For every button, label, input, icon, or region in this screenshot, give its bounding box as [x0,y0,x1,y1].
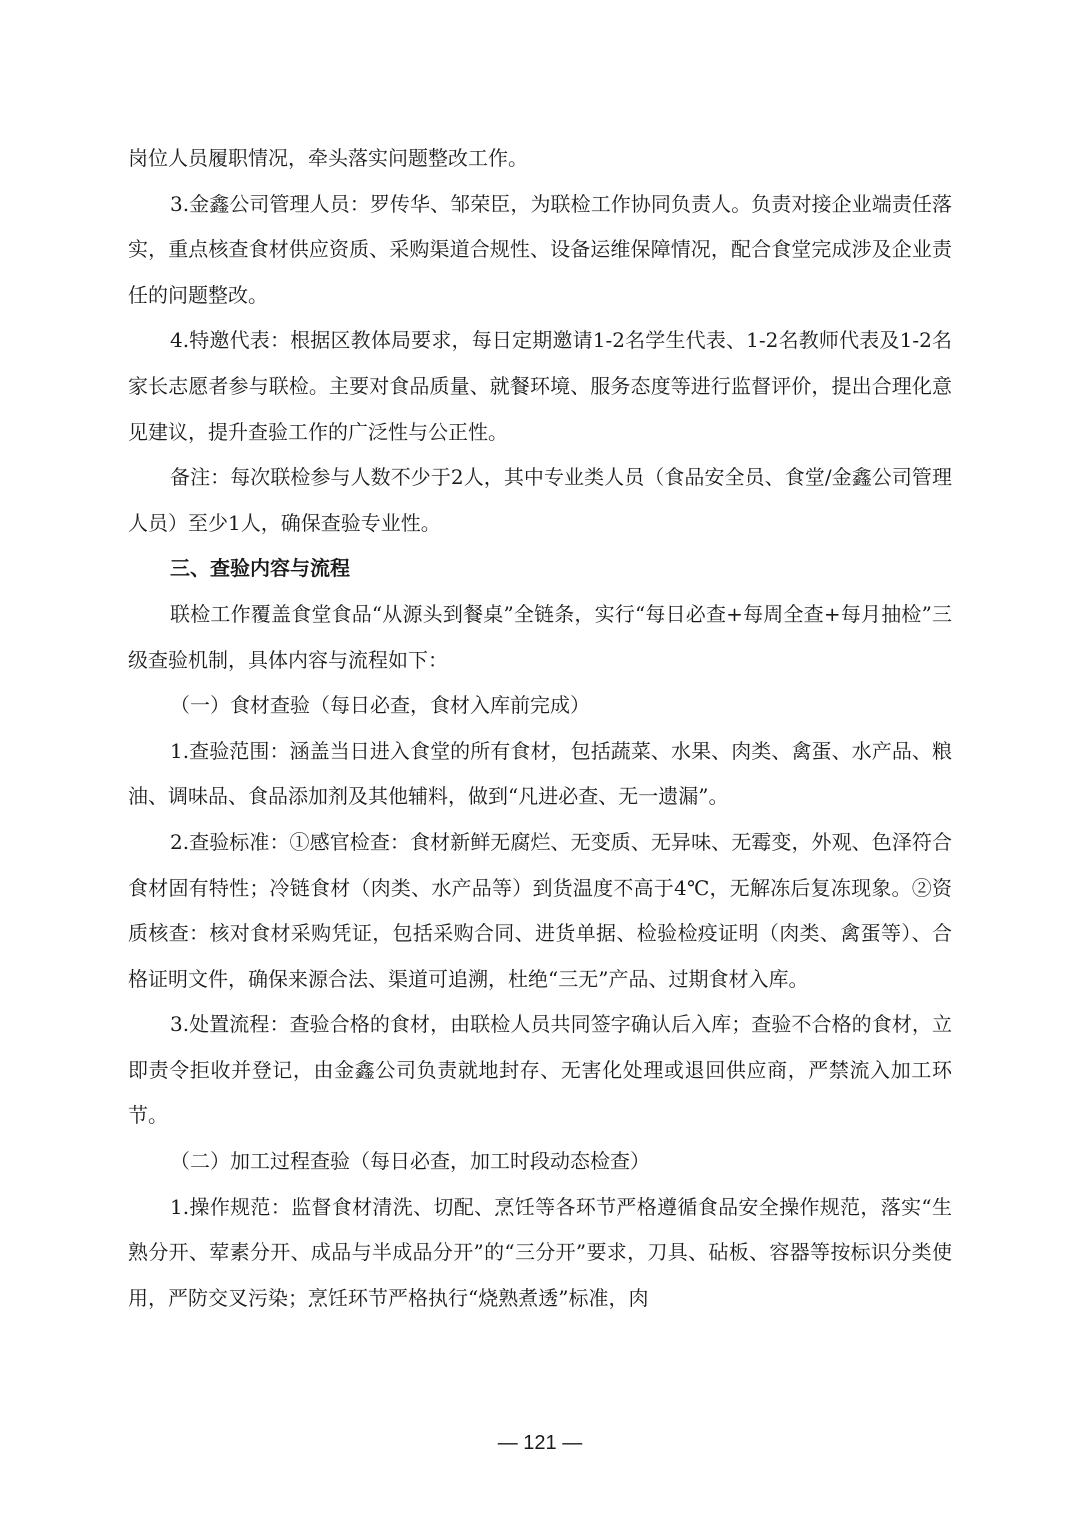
paragraph-11: （二）加工过程查验（每日必查，加工时段动态检查） [170,1149,650,1174]
paragraph-8: 1.查验范围：涵盖当日进入食堂的所有食材，包括蔬菜、水果、肉类、禽蛋、水产品、粮油、调味品、食品添加剂及其他辅料，做到“凡进必查、无一遗漏”。 [128,738,952,809]
paragraph-10: 3.处置流程：查验合格的食材，由联检人员共同签字确认后入库；查验不合格的食材，立即责令拒收并登记，由金鑫公司负责就地封存、无害化处理或退回供应商，严禁流入加工环节。 [128,1012,952,1128]
paragraph-9: 2.查验标准：①感官检查：食材新鲜无腐烂、无变质、无异味、无霉变，外观、色泽符合食材固有特性；冷链食材（肉类、水产品等）到货温度不高于4℃，无解冻后复冻现象。②资质核查：核对食材采购凭证，包括采购合同、进货单据、检验检疫证明（肉类、禽蛋等）、合格证明文件，确保来源合法、渠道可追溯，杜绝“三无”产品、过期食材入库。 [128,829,952,991]
paragraph-4: 备注：每次联检参与人数不少于2人，其中专业类人员（食品安全员、食堂/金鑫公司管理人员）至少1人，确保查验专业性。 [128,465,952,535]
section-heading: 三、查验内容与流程 [170,556,350,581]
paragraph-2: 3.金鑫公司管理人员：罗传华、邹荣臣，为联检工作协同负责人。负责对接企业端责任落实，重点核查食材供应资质、采购渠道合规性、设备运维保障情况，配合食堂完成涉及企业责任的问题整改。 [128,191,952,307]
paragraph-6: 联检工作覆盖食堂食品“从源头到餐桌”全链条，实行“每日必查+每周全查+每月抽检”三级查验机制，具体内容与流程如下： [128,601,952,672]
page-number: — 121 — [497,1432,583,1454]
paragraph-12: 1.操作规范：监督食材清洗、切配、烹饪等各环节严格遵循食品安全操作规范，落实“生熟分开、荤素分开、成品与半成品分开”的“三分开”要求，刀具、砧板、容器等按标识分类使用，严防交叉污染；烹饪环节严格执行“烧熟煮透”标准，肉 [128,1194,952,1310]
paragraph-1: 岗位人员履职情况，牵头落实问题整改工作。 [128,146,528,170]
body-text [128,136,952,1321]
paragraph-7: （一）食材查验（每日必查，食材入库前完成） [170,693,590,718]
paragraph-3: 4.特邀代表：根据区教体局要求，每日定期邀请1-2名学生代表、1-2名教师代表及1-2名家长志愿者参与联检。主要对食品质量、就餐环境、服务态度等进行监督评价，提出合理化意见建议，提升查验工作的广泛性与公正性。 [128,328,952,444]
